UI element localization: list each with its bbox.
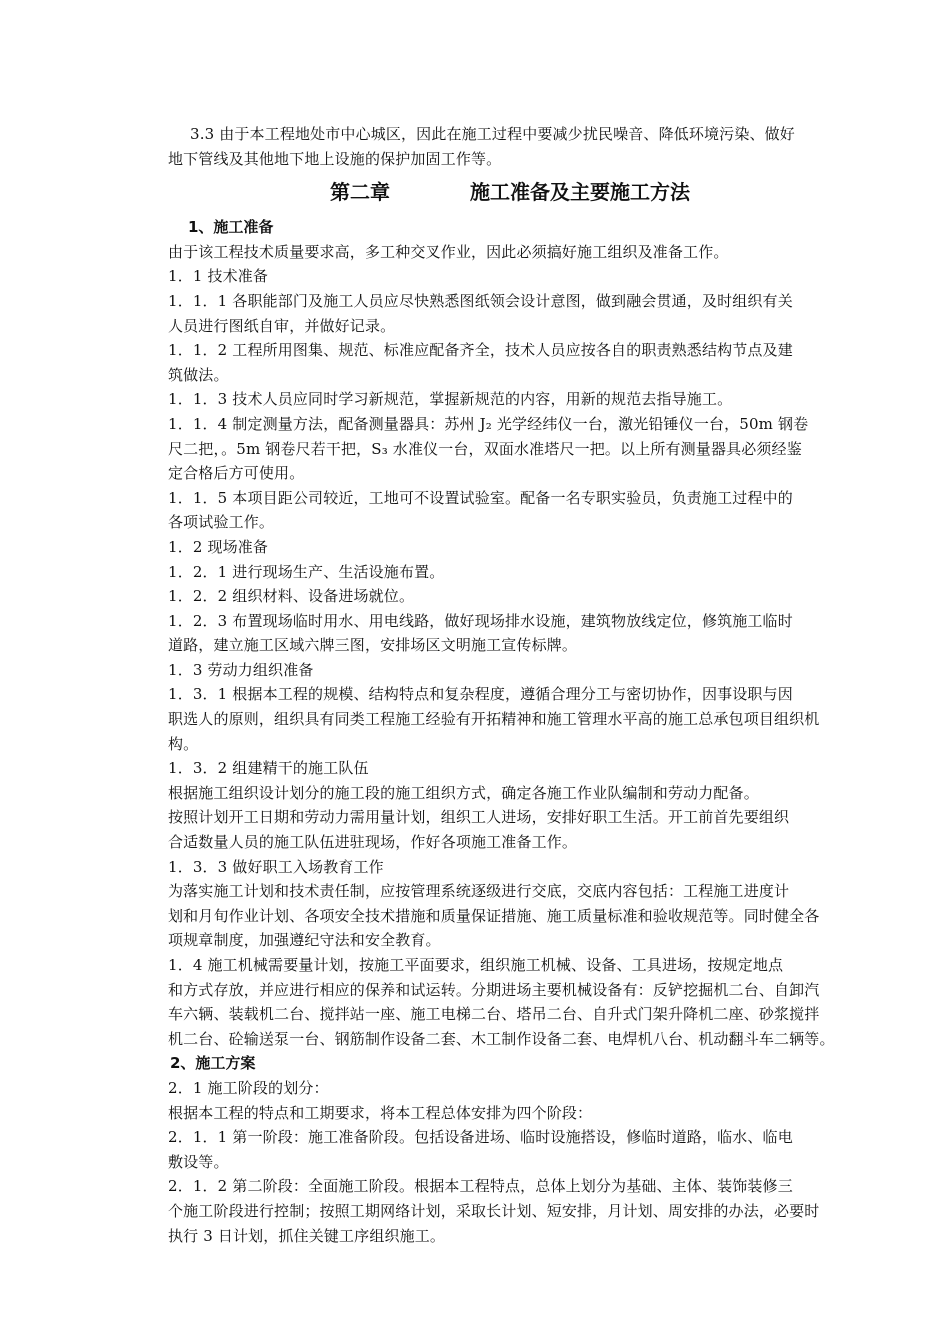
chapter-number: 第二章 [330, 180, 390, 205]
chapter-heading [168, 177, 862, 207]
chapter-title: 施工准备及主要施工方法 [470, 180, 690, 205]
paragraph-line: 根据本工程的特点和工期要求，将本工程总体安排为四个阶段： [168, 1103, 593, 1122]
paragraph-line: 1．4 施工机械需要量计划，按施工平面要求，组织施工机械、设备、工具进场，按规定地点 [168, 956, 784, 974]
section-heading: 1、施工准备 [188, 218, 274, 237]
paragraph-line: 3.3 由于本工程地处市中心城区，因此在施工过程中要减少扰民噪音、降低环境污染、做好 [190, 125, 795, 143]
paragraph-line: 1．3．1 根据本工程的规模、结构特点和复杂程度，遵循合理分工与密切协作，因事设职与因 [168, 685, 793, 704]
paragraph-line: 和方式存放，并应进行相应的保养和试运转。分期进场主要机械设备有：反铲挖掘机二台、自卸汽 [168, 980, 820, 999]
paragraph-line: 由于该工程技术质量要求高，多工种交叉作业，因此必须搞好施工组织及准备工作。 [168, 242, 729, 261]
paragraph-line: 1．1．2 工程所用图集、规范、标准应配备齐全，技术人员应按各自的职责熟悉结构节点及建 [168, 341, 793, 360]
paragraph-line: 个施工阶段进行控制；按照工期网络计划，采取长计划、短安排，月计划、周安排的办法，必要时 [168, 1201, 820, 1220]
paragraph-line: 合适数量人员的施工队伍进驻现场，作好各项施工准备工作。 [168, 833, 578, 852]
paragraph-line: 1．2．2 组织材料、设备进场就位。 [168, 587, 415, 606]
paragraph-line: 根据施工组织设计划分的施工段的施工组织方式，确定各施工作业队编制和劳动力配备。 [168, 783, 759, 802]
paragraph-line: 2．1 施工阶段的划分： [168, 1078, 329, 1097]
paragraph-line: 尺二把，。5m 钢卷尺若干把，S₃ 水准仪一台，双面水准塔尺一把。以上所有测量器具必须经鉴 [168, 439, 802, 458]
paragraph-line: 项规章制度，加强遵纪守法和安全教育。 [168, 931, 441, 950]
paragraph-line: 筑做法。 [168, 365, 229, 384]
paragraph-line: 1．1 技术准备 [168, 267, 269, 286]
paragraph-line: 1．2．3 布置现场临时用水、用电线路，做好现场排水设施，建筑物放线定位，修筑施工临时 [168, 611, 793, 630]
paragraph-line: 机二台、砼输送泵一台、钢筋制作设备二套、木工制作设备二套、电焊机八台、机动翻斗车二辆等。 [168, 1029, 835, 1048]
paragraph-line: 1．3．2 组建精干的施工队伍 [168, 759, 369, 778]
paragraph-line: 按照计划开工日期和劳动力需用量计划，组织工人进场，安排好职工生活。开工前首先要组织 [168, 808, 790, 827]
paragraph-line: 1．3 劳动力组织准备 [168, 660, 314, 679]
paragraph-line: 划和月旬作业计划、各项安全技术措施和质量保证措施、施工质量标准和验收规范等。同时健全各 [168, 906, 820, 925]
paragraph-line: 1．3．3 做好职工入场教育工作 [168, 857, 384, 876]
paragraph-line: 各项试验工作。 [168, 513, 275, 532]
paragraph-line: 执行 3 日计划，抓住关键工序组织施工。 [168, 1226, 446, 1245]
paragraph-line: 地下管线及其他地下地上设施的保护加固工作等。 [168, 149, 502, 168]
paragraph-line: 车六辆、装载机二台、搅拌站一座、施工电梯二台、塔吊二台、自升式门架升降机二座、砂浆搅拌 [168, 1005, 820, 1024]
paragraph-line: 2．1．2 第二阶段：全面施工阶段。根据本工程特点，总体上划分为基础、主体、装饰装修三 [168, 1177, 793, 1196]
paragraph-line: 构。 [168, 734, 199, 753]
paragraph-line: 1．1．5 本项目距公司较近，工地可不设置试验室。配备一名专职实验员，负责施工过程中的 [168, 488, 793, 507]
paragraph-line: 1．2．1 进行现场生产、生活设施布置。 [168, 562, 445, 581]
paragraph-line: 2．1．1 第一阶段：施工准备阶段。包括设备进场、临时设施搭设，修临时道路，临水、临电 [168, 1128, 793, 1147]
paragraph-line: 职选人的原则，组织具有同类工程施工经验有开拓精神和施工管理水平高的施工总承包项目组织机 [168, 710, 820, 729]
paragraph-line: 为落实施工计划和技术责任制，应按管理系统逐级进行交底，交底内容包括：工程施工进度计 [168, 882, 790, 901]
section-heading: 2、施工方案 [170, 1054, 256, 1073]
paragraph-line: 1．1．4 制定测量方法，配备测量器具：苏州 J₂ 光学经纬仪一台，激光铅锤仪一台，50m 钢卷 [168, 414, 809, 433]
paragraph-line: 道路，建立施工区域六牌三图，安排场区文明施工宣传标牌。 [168, 636, 578, 655]
paragraph-line: 1．1．3 技术人员应同时学习新规范，掌握新规范的内容，用新的规范去指导施工。 [168, 390, 733, 409]
document-body [168, 122, 862, 1248]
paragraph-line: 敷设等。 [168, 1152, 229, 1171]
paragraph-line: 1．1．1 各职能部门及施工人员应尽快熟悉图纸领会设计意图，做到融会贯通，及时组织有关 [168, 291, 793, 310]
paragraph-line: 人员进行图纸自审，并做好记录。 [168, 316, 396, 335]
paragraph-line: 定合格后方可使用。 [168, 464, 305, 483]
paragraph-line: 1．2 现场准备 [168, 537, 269, 556]
